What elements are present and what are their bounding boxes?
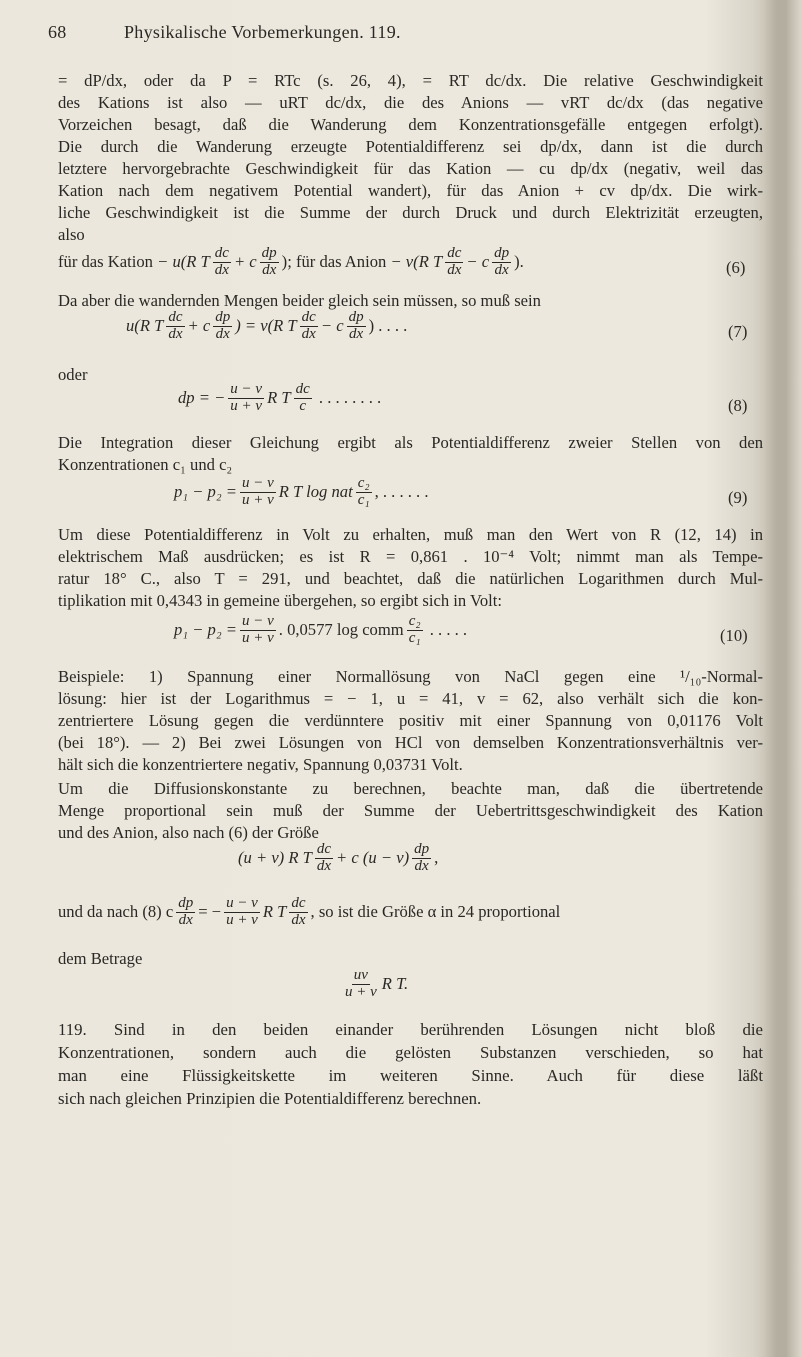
paragraph-volt: Um diese Potentialdifferenz in Volt zu erhalten, muß man den Wert von R (12, 14) in elektrischem Maß ausdrücken; es ist R = 0,861 . 10⁻⁴ Volt; nimmt man als Tempe- ratur 18° C., also T = 291, und beachtet, daß die natürlichen Logarithmen durch Mul- tiplikation mit 0,4343 in gemeine übergehen, so ergibt sich in Volt: [58, 525, 763, 610]
fraction-dc-c: $\frac{dc}{c}$ [295, 381, 310, 414]
equation-6: für das Kation − u(R T $\frac{dc}{dx}$ + c $\frac{dp}{dx}$ ) ; für das Anion − v(R T $\frac{dc}{dx}$ − c $\frac{dp}{dx}$ ). [58, 245, 524, 278]
text-line: Da aber die wandernden Mengen beider gleich sein müssen, so muß sein [58, 291, 541, 310]
fraction-dc-dx: $\frac{dc}{dx}$ [447, 245, 462, 278]
fraction-dp-dx: $\frac{dp}{dx}$ [414, 841, 430, 874]
paragraph-integration: Die Integration dieser Gleichung ergibt als Potentialdifferenz zweier Stellen von den Konzentrationen c₁ und c₂ [58, 433, 763, 474]
fraction-dp-dx: $\frac{dp}{dx}$ [494, 245, 510, 278]
eq6-kation-label: für das Kation [58, 252, 153, 272]
fraction-dc-dx: $\frac{dc}{dx}$ [168, 309, 183, 342]
text-line: Kation nach dem negativem Potential wandert), für das Anion + cv dp/dx. Die wirk- [58, 181, 763, 200]
equation-betrag: $\frac{uv}{u + v}$ R T. [345, 967, 409, 1000]
eq6-anion-label: ; für das Anion [287, 252, 387, 272]
equation-number-7: (7) [728, 322, 748, 341]
equation-und-da-nach-8: und da nach (8) c $\frac{dp}{dx}$ = − $\frac{u - v}{u + v}$ R T $\frac{dc}{dx}$ , so ist die Größe α in 24 proportional [58, 895, 561, 928]
fraction-dc-dx: $\frac{dc}{dx}$ [214, 245, 229, 278]
equation-number-9: (9) [728, 488, 748, 507]
fraction-u-minus-v: $\frac{u - v}{u + v}$ [241, 613, 274, 646]
text-line: letztere hervorgebrachte Geschwindigkeit für das Kation — cu dp/dx (negativ, weil das [58, 159, 763, 178]
paragraph-betrage: dem Betrage [58, 949, 143, 968]
fraction-c2-c1: $\frac{\text{c₂}}{\text{c₁}}$ [408, 613, 421, 646]
page-edge-shadow [763, 0, 801, 1357]
paragraph-velocity [58, 70, 763, 246]
fraction-dp-dx: $\frac{dp}{dx}$ [178, 895, 194, 928]
equation-number-8: (8) [728, 396, 748, 415]
running-header [48, 22, 768, 48]
fraction-dc-dx: $\frac{dc}{dx}$ [301, 309, 316, 342]
equation-groesse: (u + v) R T $\frac{dc}{dx}$ + c (u − v) $\frac{dp}{dx}$ , [238, 841, 439, 874]
text-line: des Kations ist also — uRT dc/dx, die des Anions — vRT dc/dx (das negative [58, 93, 763, 112]
equation-9: p₁ − p₂ = $\frac{u - v}{u + v}$ R T log nat $\frac{\text{c₂}}{\text{c₁}}$ , . . . . . . [174, 475, 429, 508]
eq6-left: − u(R T [157, 252, 210, 272]
fraction-u-minus-v: $\frac{u - v}{u + v}$ [226, 895, 258, 928]
paragraph-examples: Beispiele: 1) Spannung einer Normallösung von NaCl gegen eine ¹/₁₀-Normal- lösung: hier ist der Logarithmus = − 1, u = 41, v = 62, also verhält sich die kon- zentriertere Lösung gegen die verdünntere positiv mit einer Spannung von 0,01176 Volt (bei 18°). — 2) Bei zwei Lösungen von HCl von demselben Konzentrationsverhältnis ver- hält sich die konzentriertere negativ, Spannung 0,03731 Volt. [58, 667, 763, 774]
fraction-dp-dx: $\frac{dp}{dx}$ [215, 309, 231, 342]
equation-10: p₁ − p₂ = $\frac{u - v}{u + v}$ . 0,0577 log comm $\frac{\text{c₂}}{\text{c₁}}$ . . . . . [174, 613, 468, 646]
equation-7: u(R T $\frac{dc}{dx}$ + c $\frac{dp}{dx}$ ) = v(R T $\frac{dc}{dx}$ − c $\frac{dp}{dx}$ ) . . . . [126, 309, 408, 342]
fraction-dp-dx: $\frac{dp}{dx}$ [348, 309, 364, 342]
equation-8: dp = − $\frac{u - v}{u + v}$ R T $\frac{dc}{c}$ . . . . . . . . [178, 381, 382, 414]
text-line: Vorzeichen besagt, daß die Wanderung dem Konzentrationsgefälle entgegen erfolgt). [58, 115, 763, 134]
paragraph-119: 119. Sind in den beiden einander berührenden Lösungen nicht bloß die Konzentrationen, sondern auch die gelösten Substanzen verschieden, so hat man eine Flüssigkeitskette im weiteren Sinne. Auch für diese läßt sich nach gleichen Prinzipien die Potentialdifferenz berechnen. [58, 1020, 763, 1108]
fraction-c2-c1: $\frac{\text{c₂}}{\text{c₁}}$ [357, 475, 370, 508]
fraction-u-minus-v: $\frac{u - v}{u + v}$ [230, 381, 263, 414]
paragraph-diffusion: Um die Diffusionskonstante zu berechnen, beachte man, daß die übertretende Menge proportional sein muß der Summe der Uebertrittsgeschwindigkeit des Kation und des Anion, also nach (6) der Größe [58, 779, 763, 842]
fraction-dc-dx: $\frac{dc}{dx}$ [316, 841, 332, 874]
page-number: 68 [48, 22, 67, 42]
text-line: also [58, 225, 85, 244]
fraction-u-minus-v: $\frac{u - v}{u + v}$ [241, 475, 274, 508]
paragraph-oder: oder [58, 365, 88, 384]
paragraph-equal-amounts [58, 290, 763, 312]
text-line: liche Geschwindigkeit ist die Summe der durch Druck und durch Elektrizität erzeugten, [58, 203, 763, 222]
equation-number-6: (6) [726, 258, 746, 277]
fraction-dc-dx: $\frac{dc}{dx}$ [291, 895, 306, 928]
fraction-uv: $\frac{uv}{u + v}$ [345, 967, 377, 1000]
running-title: Physikalische Vorbemerkungen. 119. [124, 22, 401, 42]
text-line: = dP/dx, oder da P = RTc (s. 26, 4), = RT dc/dx. Die relative Geschwindigkeit [58, 71, 763, 90]
text-line: Die durch die Wanderung erzeugte Potentialdifferenz sei dp/dx, dann ist die durch [58, 137, 763, 156]
equation-number-10: (10) [720, 626, 748, 645]
fraction-dp-dx: $\frac{dp}{dx}$ [261, 245, 277, 278]
